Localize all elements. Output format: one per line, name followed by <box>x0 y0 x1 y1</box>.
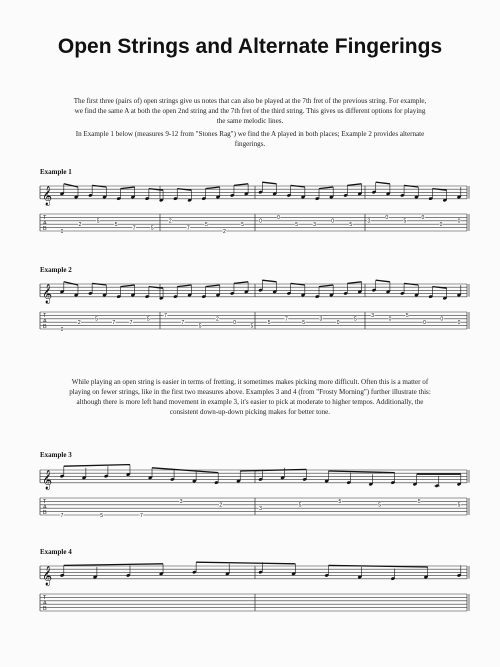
tab-letter-t: T <box>43 499 47 505</box>
tab-fret-number: 5 <box>295 222 298 228</box>
tab-fret-number: 2 <box>215 316 219 323</box>
tab-fret-number: 5 <box>302 320 306 326</box>
tab-fret-number: 0 <box>385 215 389 222</box>
tab-fret-number: 5 <box>457 502 461 509</box>
tab-fret-number: 3 <box>367 218 371 225</box>
tab-letter-t: T <box>43 313 47 319</box>
tab-fret-number: 0 <box>440 316 444 323</box>
tab-letter-b: B <box>43 606 47 613</box>
tab-fret-number: 3 <box>179 499 183 506</box>
treble-clef-icon: 𝄞 <box>42 283 53 304</box>
tab-fret-number: 2 <box>77 320 81 326</box>
example-3-notation <box>0 462 500 532</box>
tab-fret-number: 7 <box>181 320 185 326</box>
tab-fret-number: 0 <box>421 215 425 222</box>
tab-fret-number: 0 <box>336 320 340 326</box>
page-title: Open Strings and Alternate Fingerings <box>57 35 443 58</box>
middle-paragraph: While playing an open string is easier in terms of fretting, it sometimes makes picking more difficult. Often this is a matter of playing on fewer strings, like in the first two measures above. Examples 3 and 4 (from "Frosty Morning") further illustrate this: although there is more left hand movement in example 3, it's easier to pick at moderate to higher tempos. Additionally, the consistent down-up-down picking makes for better tone. <box>69 378 431 416</box>
example-2-notation <box>0 276 500 346</box>
tab-letter-b: B <box>43 324 47 331</box>
tab-fret-number: 5 <box>250 323 254 330</box>
tab-letter-b: B <box>43 226 47 233</box>
tab-fret-number: 5 <box>417 499 421 506</box>
tab-fret-number: 5 <box>378 502 381 509</box>
tab-letter-t: T <box>43 595 47 601</box>
tab-fret-number: 5 <box>150 225 154 232</box>
tab-fret-number: 0 <box>388 316 392 323</box>
tab-fret-number: 2 <box>78 222 82 228</box>
tab-fret-number: 5 <box>95 316 98 323</box>
tab-fret-number: 5 <box>298 502 302 509</box>
tab-letter-a: A <box>43 220 47 227</box>
tab-fret-number: 0 <box>277 215 280 222</box>
tab-fret-number: 3 <box>259 506 262 512</box>
tab-fret-number: 5 <box>349 222 353 228</box>
tab-fret-number: 2 <box>223 228 226 235</box>
tab-fret-number: 5 <box>354 316 357 323</box>
tab-fret-number: 3 <box>313 222 317 228</box>
tab-fret-number: 0 <box>331 218 335 225</box>
tab-fret-number: 7 <box>129 320 133 326</box>
tab-fret-number: 0 <box>457 320 461 326</box>
tab-fret-number: 5 <box>114 222 118 228</box>
tab-fret-number: 7 <box>186 225 190 232</box>
tab-fret-number: 5 <box>146 316 150 323</box>
tab-fret-number: 5 <box>267 320 271 326</box>
tab-fret-number: 5 <box>403 218 407 225</box>
tab-fret-number: 0 <box>60 228 64 235</box>
tab-fret-number: 7 <box>112 320 116 326</box>
example-4-notation <box>0 558 500 628</box>
example-2-label: Example 2 <box>40 266 72 274</box>
treble-clef-icon: 𝄞 <box>42 565 53 586</box>
tab-fret-number: 5 <box>204 222 208 228</box>
tab-letter-b: B <box>43 510 47 517</box>
tab-fret-number: 5 <box>241 222 244 228</box>
tab-fret-number: 0 <box>233 320 236 326</box>
tab-fret-number: 5 <box>96 218 100 225</box>
tab-fret-number: 3 <box>371 313 375 320</box>
tab-fret-number: 7 <box>60 512 64 519</box>
tab-letter-a: A <box>43 600 47 607</box>
intro-paragraph-1: The first three (pairs of) open strings give us notes that can also be played at the 7th fret of the previous string. For example, we find the same A at both the open 2nd string and the 7th fret of the third string. This gives us different options for playing the same melodic lines. <box>73 97 427 125</box>
tab-fret-number: 0 <box>259 218 262 225</box>
tab-fret-number: 5 <box>338 499 342 506</box>
example-1-label: Example 1 <box>40 168 72 176</box>
tab-fret-number: 0 <box>423 320 426 326</box>
example-3-label: Example 3 <box>40 451 72 459</box>
tab-fret-number: 2 <box>219 502 223 509</box>
treble-clef-icon: 𝄞 <box>42 469 53 490</box>
tab-fret-number: 7 <box>285 316 288 323</box>
tab-fret-number: 7 <box>164 313 167 320</box>
tab-fret-number: 7 <box>140 512 143 519</box>
intro-paragraph-2: In Example 1 below (measures 9-12 from "Stones Rag") we find the A played in both places; Example 2 provides alternate fingerings. <box>75 130 425 148</box>
example-1-notation <box>0 178 500 248</box>
tab-fret-number: 0 <box>439 222 443 228</box>
tab-fret-number: 0 <box>457 218 461 225</box>
tab-fret-number: 5 <box>198 323 202 330</box>
tab-letter-a: A <box>43 504 47 511</box>
example-4-label: Example 4 <box>40 548 72 556</box>
tab-fret-number: 5 <box>100 512 104 519</box>
tab-fret-number: 7 <box>132 225 136 232</box>
tab-letter-a: A <box>43 318 47 325</box>
tab-fret-number: 3 <box>319 316 323 323</box>
tab-fret-number: 0 <box>60 326 64 333</box>
tab-fret-number: 2 <box>168 218 172 225</box>
tab-letter-t: T <box>43 215 47 221</box>
treble-clef-icon: 𝄞 <box>42 185 53 206</box>
tab-fret-number: 5 <box>405 313 409 320</box>
